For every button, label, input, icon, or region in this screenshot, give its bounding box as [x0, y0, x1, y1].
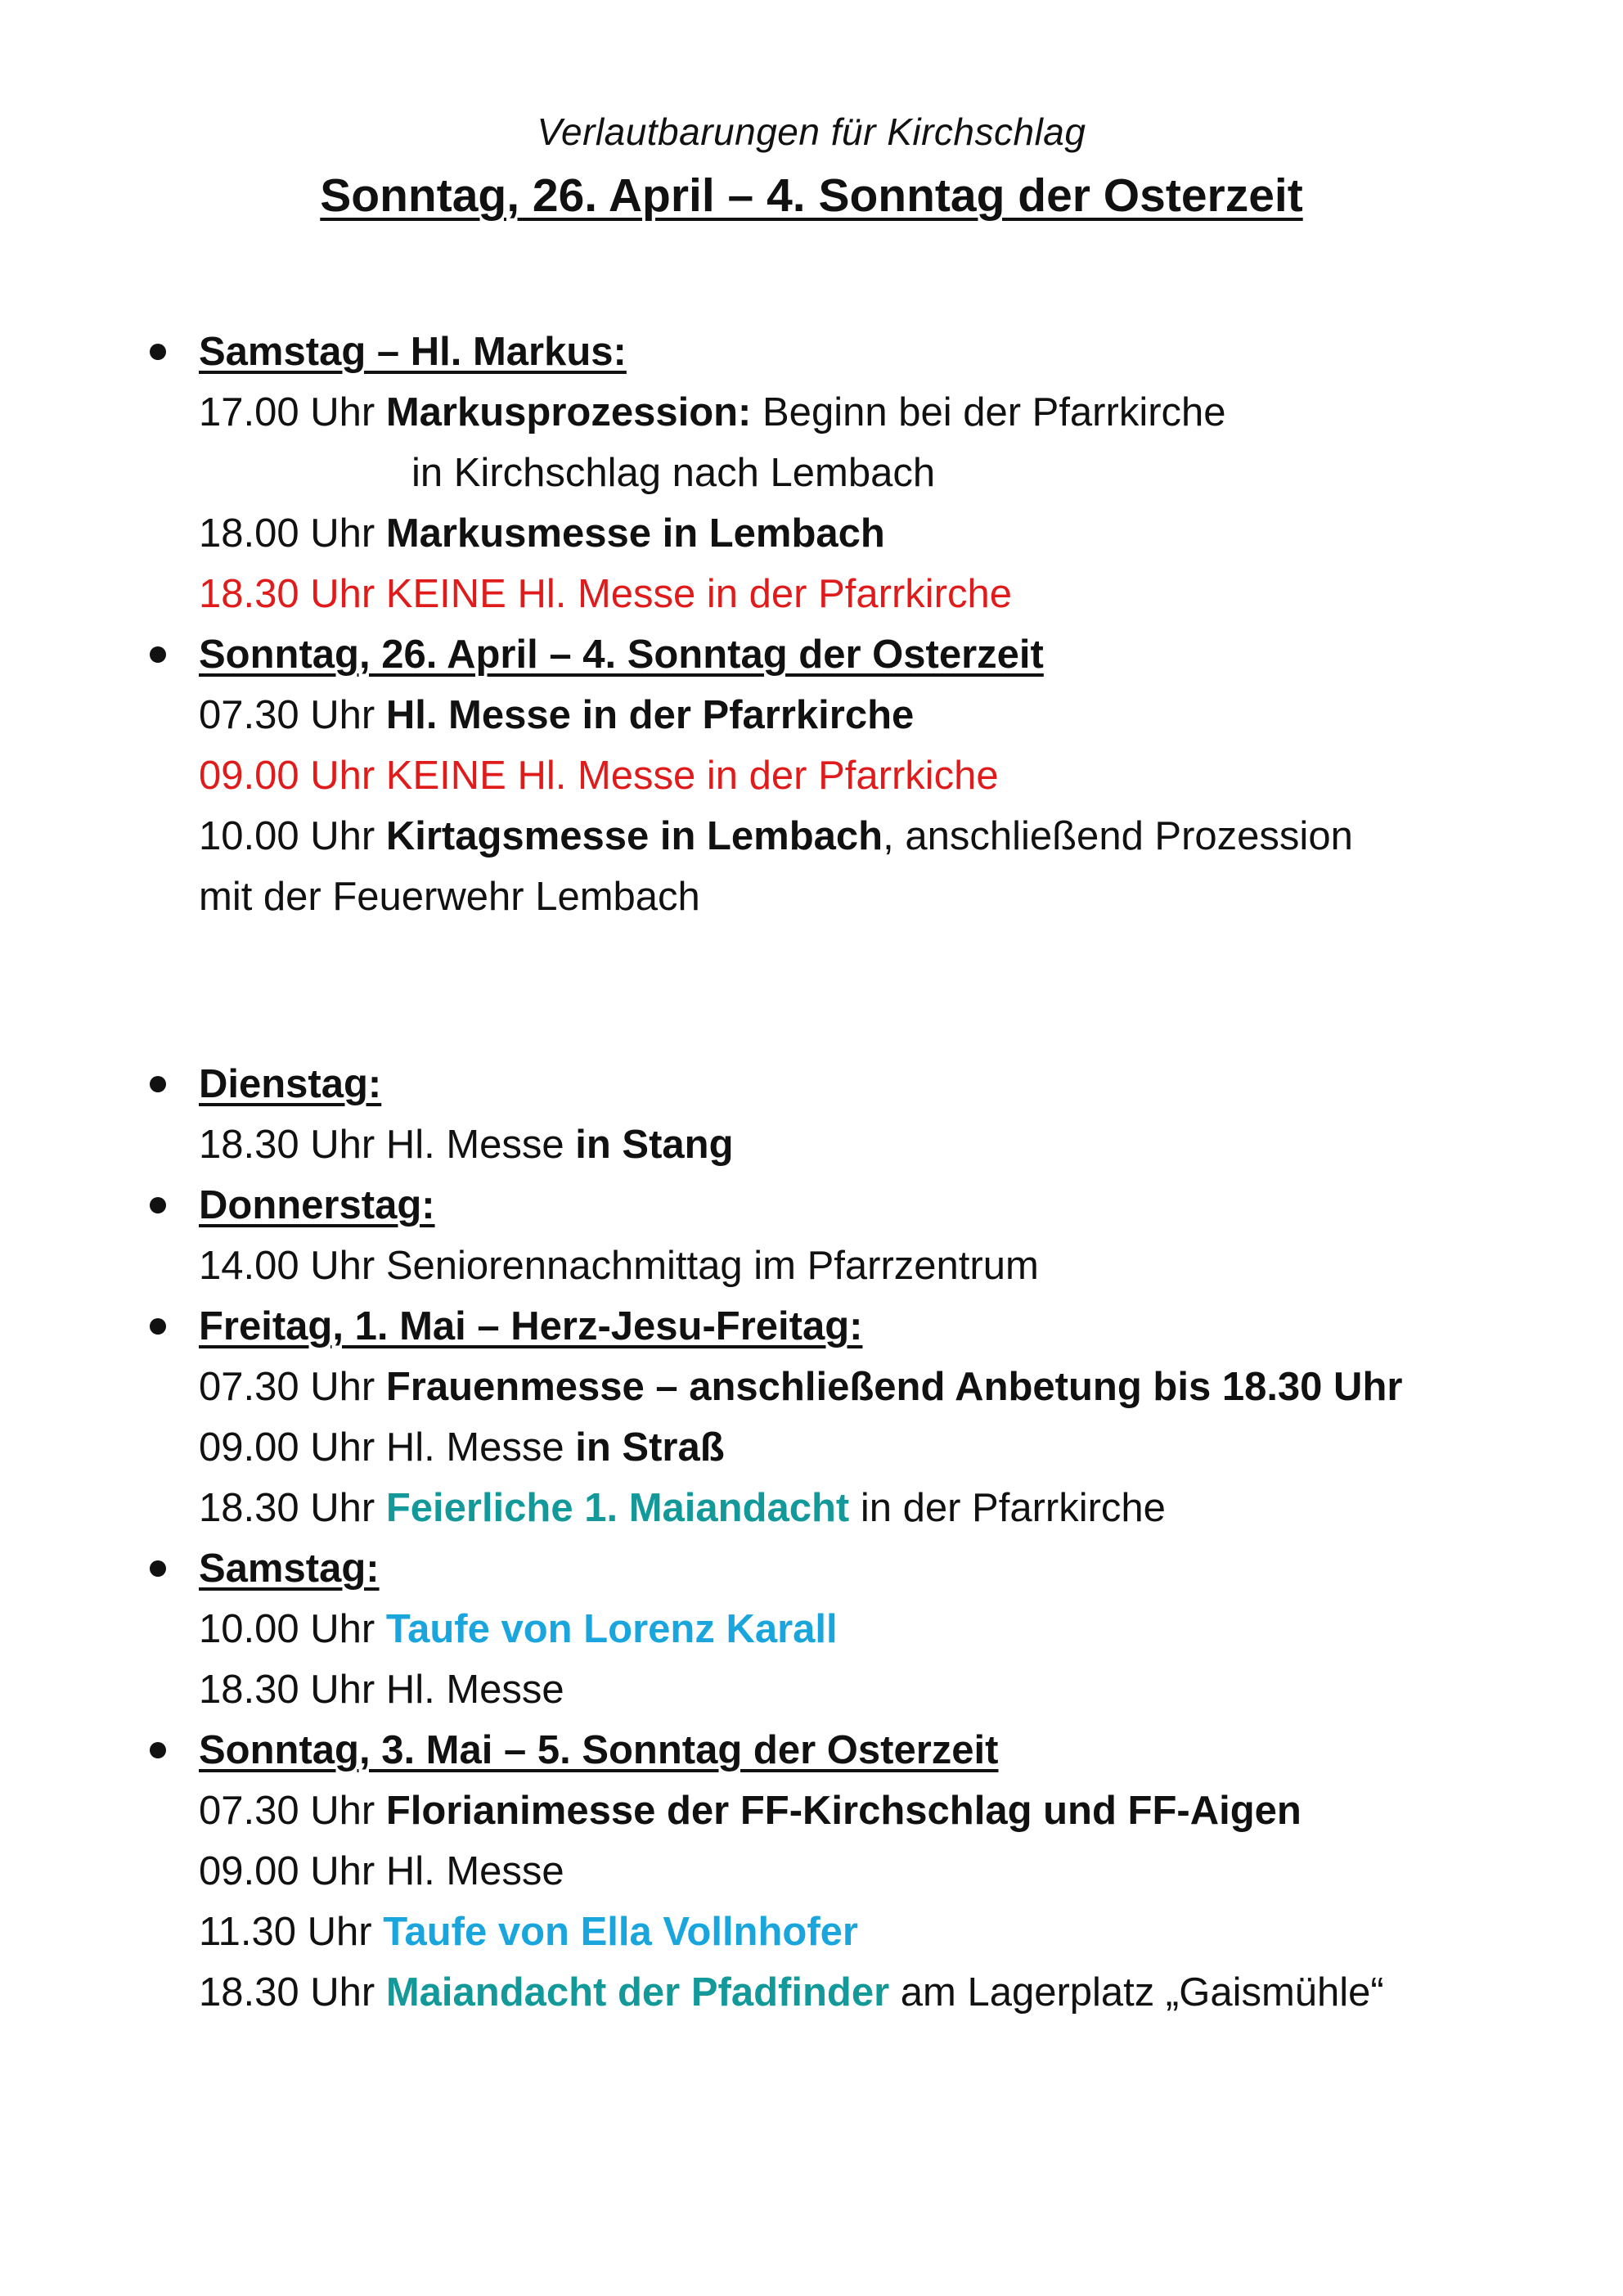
bullet-icon — [150, 1560, 166, 1577]
event-time: 14.00 Uhr — [199, 1244, 375, 1288]
event-detail: in der Pfarrkirche — [849, 1486, 1166, 1530]
day-heading-saturday: Samstag: — [199, 1546, 380, 1591]
day-heading-friday-may-1: Freitag, 1. Mai – Herz-Jesu-Freitag: — [199, 1304, 863, 1348]
event-title: Hl. Messe in der Pfarrkirche — [385, 693, 915, 737]
schedule-line — [199, 1781, 1302, 1841]
event-time: 07.30 Uhr — [199, 693, 375, 737]
event-detail: Hl. Messe — [385, 1668, 564, 1712]
bullet-icon — [150, 1318, 166, 1335]
day-heading-saturday-markus: Samstag – Hl. Markus: — [199, 330, 627, 374]
schedule-line — [199, 1599, 838, 1659]
schedule-line — [199, 1962, 1384, 2023]
schedule-line — [199, 1478, 1166, 1538]
event-title: Frauenmesse – anschließend Anbetung bis 18.30 Uhr — [385, 1365, 1403, 1409]
event-time: 09.00 Uhr — [199, 1849, 375, 1893]
schedule-line-cancelled: 18.30 Uhr KEINE Hl. Messe in der Pfarrkirche — [199, 572, 1012, 616]
bullet-icon — [150, 1742, 166, 1758]
event-highlight: Feierliche 1. Maiandacht — [385, 1486, 850, 1530]
schedule-line — [199, 1236, 1039, 1296]
bullet-icon — [150, 646, 166, 663]
event-detail: am Lagerplatz „Gaismühle“ — [889, 1970, 1384, 2015]
event-time: 18.30 Uhr — [199, 1970, 375, 2015]
event-title: Markusmesse in Lembach — [385, 511, 885, 556]
event-title: Kirtagsmesse in Lembach — [385, 814, 883, 858]
bullet-icon — [150, 1197, 166, 1213]
day-heading-sunday-may-3: Sonntag, 3. Mai – 5. Sonntag der Osterzeit — [199, 1728, 999, 1772]
event-time: 10.00 Uhr — [199, 1607, 375, 1651]
schedule-line — [199, 1841, 564, 1902]
schedule-line — [199, 1417, 725, 1478]
event-time: 10.00 Uhr — [199, 814, 375, 858]
event-detail: Hl. Messe — [385, 1425, 576, 1470]
schedule-line — [199, 382, 1226, 443]
schedule-line — [199, 685, 914, 745]
day-heading-sunday-april-26: Sonntag, 26. April – 4. Sonntag der Osterzeit — [199, 633, 1044, 677]
event-time: 18.30 Uhr — [199, 1123, 375, 1167]
document-title: Sonntag, 26. April – 4. Sonntag der Osterzeit — [320, 169, 1303, 222]
event-time: 07.30 Uhr — [199, 1365, 375, 1409]
schedule-line — [199, 1357, 1402, 1417]
event-highlight: Taufe von Lorenz Karall — [385, 1607, 838, 1651]
event-detail: , anschließend Prozession — [883, 814, 1353, 858]
day-heading-thursday: Donnerstag: — [199, 1183, 435, 1227]
schedule-line-continuation: in Kirchschlag nach Lembach — [411, 451, 936, 495]
schedule-line-continuation: mit der Feuerwehr Lembach — [199, 875, 700, 919]
event-detail: Beginn bei der Pfarrkirche — [751, 390, 1226, 434]
event-time: 07.30 Uhr — [199, 1789, 375, 1833]
event-location: in Stang — [575, 1123, 734, 1167]
event-highlight: Taufe von Ella Vollnhofer — [383, 1910, 858, 1954]
schedule-line — [199, 1902, 858, 1962]
event-time: 18.30 Uhr — [199, 1668, 375, 1712]
event-time: 18.00 Uhr — [199, 511, 375, 556]
event-detail: Hl. Messe — [385, 1849, 564, 1893]
event-location: in Straß — [575, 1425, 725, 1470]
event-highlight: Maiandacht der Pfadfinder — [385, 1970, 890, 2015]
event-title: Florianimesse der FF-Kirchschlag und FF-Aigen — [385, 1789, 1302, 1833]
event-title: Markusprozession: — [385, 390, 752, 434]
schedule-line — [199, 1659, 564, 1720]
day-heading-tuesday: Dienstag: — [199, 1062, 382, 1106]
event-detail: Seniorennachmittag im Pfarrzentrum — [385, 1244, 1039, 1288]
schedule-line — [199, 503, 885, 564]
event-time: 17.00 Uhr — [199, 390, 375, 434]
document-supertitle: Verlautbarungen für Kirchschlag — [537, 110, 1086, 153]
schedule-line-cancelled: 09.00 Uhr KEINE Hl. Messe in der Pfarrkiche — [199, 754, 999, 798]
schedule-line — [199, 1114, 734, 1175]
event-time: 09.00 Uhr — [199, 1425, 375, 1470]
event-time: 11.30 Uhr — [199, 1910, 372, 1954]
event-detail: Hl. Messe — [385, 1123, 576, 1167]
bullet-icon — [150, 1076, 166, 1092]
event-time: 18.30 Uhr — [199, 1486, 375, 1530]
schedule-line — [199, 806, 1353, 867]
bullet-icon — [150, 344, 166, 360]
